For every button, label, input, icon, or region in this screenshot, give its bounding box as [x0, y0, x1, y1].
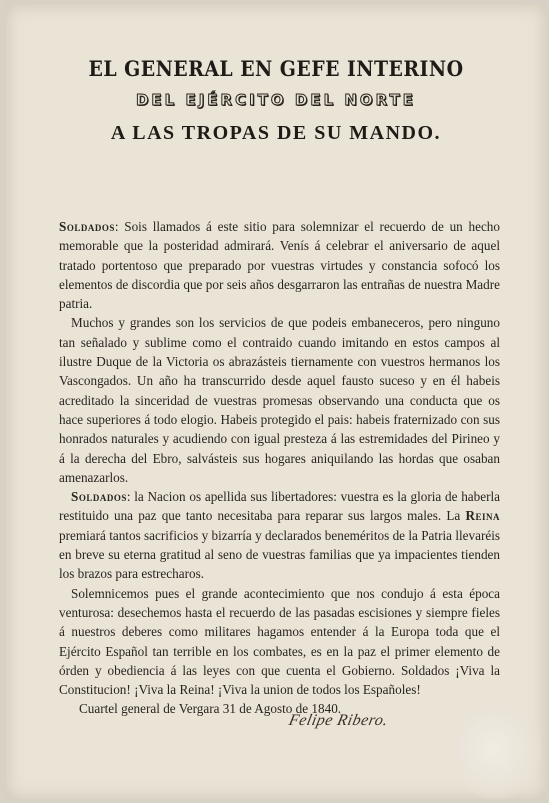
embossed-seal [454, 706, 542, 801]
paragraph-2: Muchos y grandes son los servicios de que podeis embaneceros, pero ninguno tan señalado y sublime como el contraido cuando imitando en estos campos al ilustre Duque de la Victoria os abrazásteis tiernamente con vuestros hermanos los Vascongados. Un año ha transcurrido desde aquel fausto suceso y en él habeis acreditado la sinceridad de vuestras promesas observando una conducta que os hace superiores á todo elogio. Habeis protegido el pais: habeis fraternizado con sus honrados naturales y acudiendo con igual presteza á las estremidades del Pirineo y á la derecha del Ebro, salvásteis sus hogares aniquilando las hordas que osaban amenazarlos. [59, 315, 500, 485]
paragraph-3 [59, 487, 500, 583]
heading-subtitle: DEL EJÉRCITO DEL NORTE [135, 91, 417, 109]
paragraph-1-lead: Soldados [59, 219, 115, 234]
paragraph-1-text: : Sois llamados á este sitio para solemnizar el recuerdo de un hecho memorable que la posteridad admirará. Venís á celebrar el aniversario de aquel tratado portentoso que preparado por vuestras virtudes y constancia sofocó los elementos de discordia que por seis años desgarraron las entrañas de nuestra Madre patria. [59, 219, 500, 312]
paragraph-3-reina: Reina [465, 508, 500, 524]
proclamation-sheet [6, 4, 546, 799]
paragraph-3-text-b: premiará tantos sacrificios y bizarría y declarados beneméritos de la Patria llevaréis en breve su eterna gratitud al seno de vuestras familias que ya impacientes tienden los brazos para estrecharos. [59, 527, 500, 582]
paragraph-3-lead: Soldados [71, 489, 127, 505]
paragraph-1 [59, 217, 500, 313]
heading-address: A LAS TROPAS DE SU MANDO. [110, 122, 442, 144]
paragraph-4: Solemnicemos pues el grande acontecimiento que nos condujo á esta época venturosa: desechemos hasta el recuerdo de las pasadas escisiones y siempre fieles á nuestros deberes como militares hagamos entender á la Europa toda que el Ejército Español tan terrible en los combates, es en la paz el primer elemento de órden y obediencia á las leyes con que cuenta el Gobierno. Soldados ¡Viva la Constitucion! ¡Viva la Reina! ¡Viva la union de todos los Españoles! [59, 585, 500, 698]
heading-title: EL GENERAL EN GEFE INTERINO [88, 56, 464, 81]
paragraph-3-text-a: : la Nacion os apellida sus libertadores: vuestra es la gloria de haberla restituido una paz que tanto necesitaba para reparar sus largos males. La [59, 489, 500, 524]
proclamation-body [59, 217, 500, 719]
signature: Felipe Ribero. [287, 712, 390, 729]
date-line: Cuartel general de Vergara 31 de Agosto de 1840. [79, 701, 342, 717]
